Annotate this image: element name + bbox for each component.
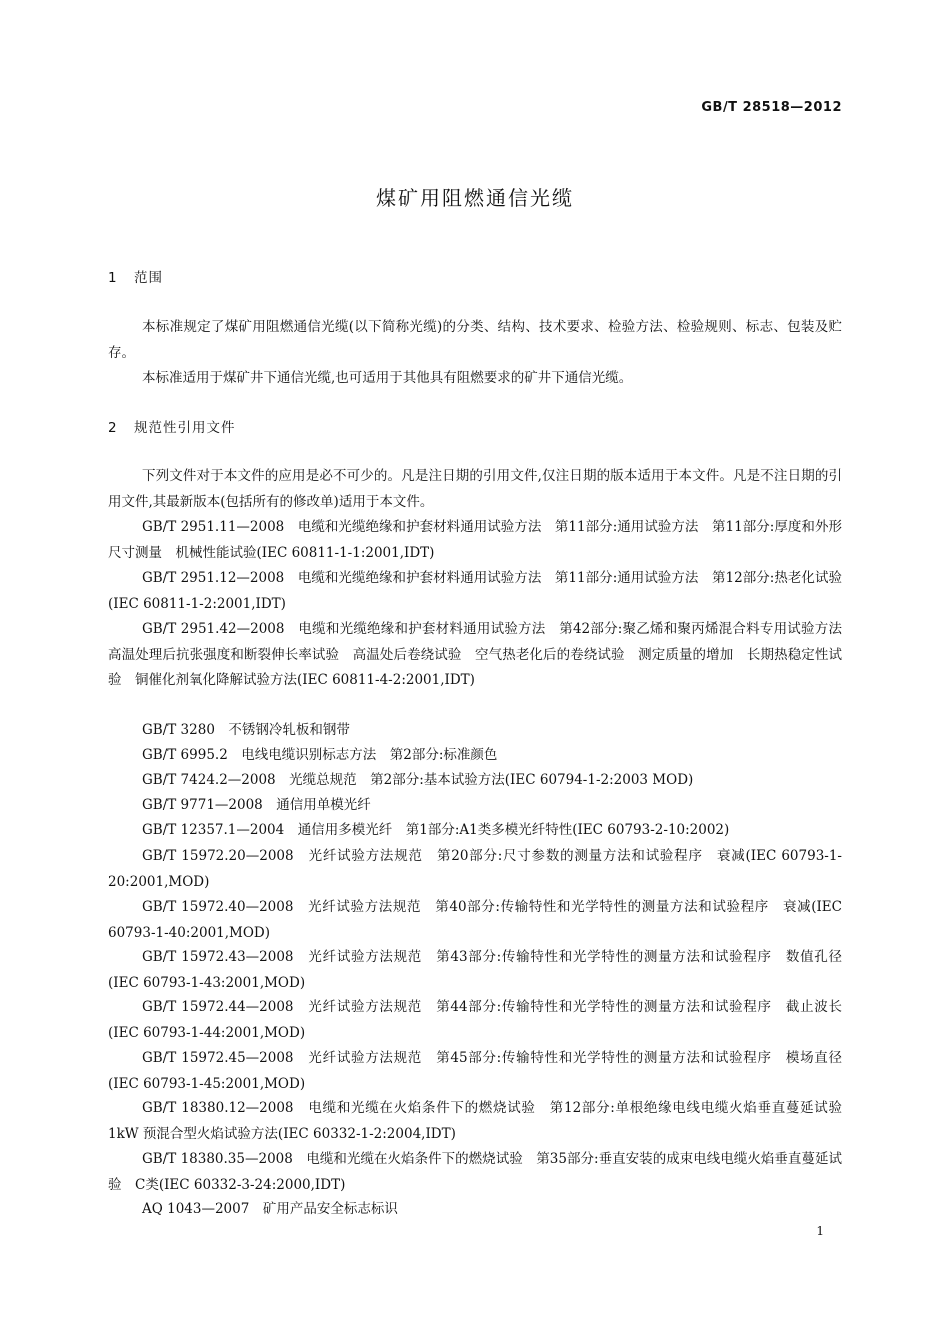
reference-entry: GB/T 7424.2—2008 光缆总规范 第2部分:基本试验方法(IEC 60794-1-2:2003 MOD)	[142, 772, 694, 788]
standard-code: GB/T 28518—2012	[701, 100, 842, 115]
reference-entry: GB/T 18380.35—2008 电缆和光缆在火焰条件下的燃烧试验 第35部分:垂直安装的成束电线电缆火焰垂直蔓延试验 C类(IEC 60332-3-24:2000,IDT)	[108, 1151, 842, 1193]
document-title: 煤矿用阻燃通信光缆	[376, 186, 574, 210]
reference-entry: GB/T 2951.11—2008 电缆和光缆绝缘和护套材料通用试验方法 第11部分:通用试验方法 第11部分:厚度和外形尺寸测量 机械性能试验(IEC 60811-1-1:2001,IDT)	[108, 519, 842, 561]
section-2-intro: 下列文件对于本文件的应用是必不可少的。凡是注日期的引用文件,仅注日期的版本适用于本文件。凡是不注日期的引用文件,其最新版本(包括所有的修改单)适用于本文件。	[108, 468, 842, 510]
reference-entry: GB/T 2951.42—2008 电缆和光缆绝缘和护套材料通用试验方法 第42部分:聚乙烯和聚丙烯混合料专用试验方法 高温处理后抗张强度和断裂伸长率试验 高温处后卷绕试验 空气热老化后的卷绕试验 测定质量的增加 长期热稳定性试验 铜催化剂氧化降解试验方法(IEC 60811-4-2:2001,IDT)	[108, 621, 856, 688]
reference-entry: GB/T 15972.40—2008 光纤试验方法规范 第40部分:传输特性和光学特性的测量方法和试验程序 衰减(IEC 60793-1-40:2001,MOD)	[108, 899, 842, 941]
reference-entry: GB/T 6995.2 电线电缆识别标志方法 第2部分:标准颜色	[142, 747, 498, 763]
section-1-heading	[108, 266, 163, 286]
reference-entry: GB/T 15972.20—2008 光纤试验方法规范 第20部分:尺寸参数的测量方法和试验程序 衰减(IEC 60793-1-20:2001,MOD)	[108, 848, 842, 890]
reference-entry: GB/T 15972.44—2008 光纤试验方法规范 第44部分:传输特性和光学特性的测量方法和试验程序 截止波长(IEC 60793-1-44:2001,MOD)	[108, 999, 842, 1041]
reference-entry: GB/T 18380.12—2008 电缆和光缆在火焰条件下的燃烧试验 第12部分:单根绝缘电线电缆火焰垂直蔓延试验 1kW 预混合型火焰试验方法(IEC 60332-1-2:2004,IDT)	[108, 1100, 842, 1142]
section-2-title: 规范性引用文件	[134, 420, 236, 436]
reference-entry: GB/T 15972.43—2008 光纤试验方法规范 第43部分:传输特性和光学特性的测量方法和试验程序 数值孔径(IEC 60793-1-43:2001,MOD)	[108, 949, 842, 991]
page-number: 1	[816, 1224, 824, 1238]
reference-entry: GB/T 9771—2008 通信用单模光纤	[142, 797, 371, 813]
section-1-title: 范围	[134, 270, 163, 286]
section-1-paragraph: 本标准规定了煤矿用阻燃通信光缆(以下简称光缆)的分类、结构、技术要求、检验方法、检验规则、标志、包装及贮存。	[108, 319, 842, 361]
section-2-number: 2	[108, 420, 118, 436]
section-1-number: 1	[108, 270, 118, 286]
section-1-paragraph: 本标准适用于煤矿井下通信光缆,也可适用于其他具有阻燃要求的矿井下通信光缆。	[142, 370, 633, 386]
reference-entry: AQ 1043—2007 矿用产品安全标志标识	[142, 1201, 398, 1217]
reference-entry: GB/T 2951.12—2008 电缆和光缆绝缘和护套材料通用试验方法 第11部分:通用试验方法 第12部分:热老化试验(IEC 60811-1-2:2001,IDT)	[108, 570, 842, 612]
reference-entry: GB/T 12357.1—2004 通信用多模光纤 第1部分:A1类多模光纤特性(IEC 60793-2-10:2002)	[142, 822, 730, 838]
section-2-heading	[108, 416, 236, 436]
reference-entry: GB/T 15972.45—2008 光纤试验方法规范 第45部分:传输特性和光学特性的测量方法和试验程序 模场直径(IEC 60793-1-45:2001,MOD)	[108, 1050, 842, 1092]
reference-entry: GB/T 3280 不锈钢冷轧板和钢带	[142, 722, 350, 738]
